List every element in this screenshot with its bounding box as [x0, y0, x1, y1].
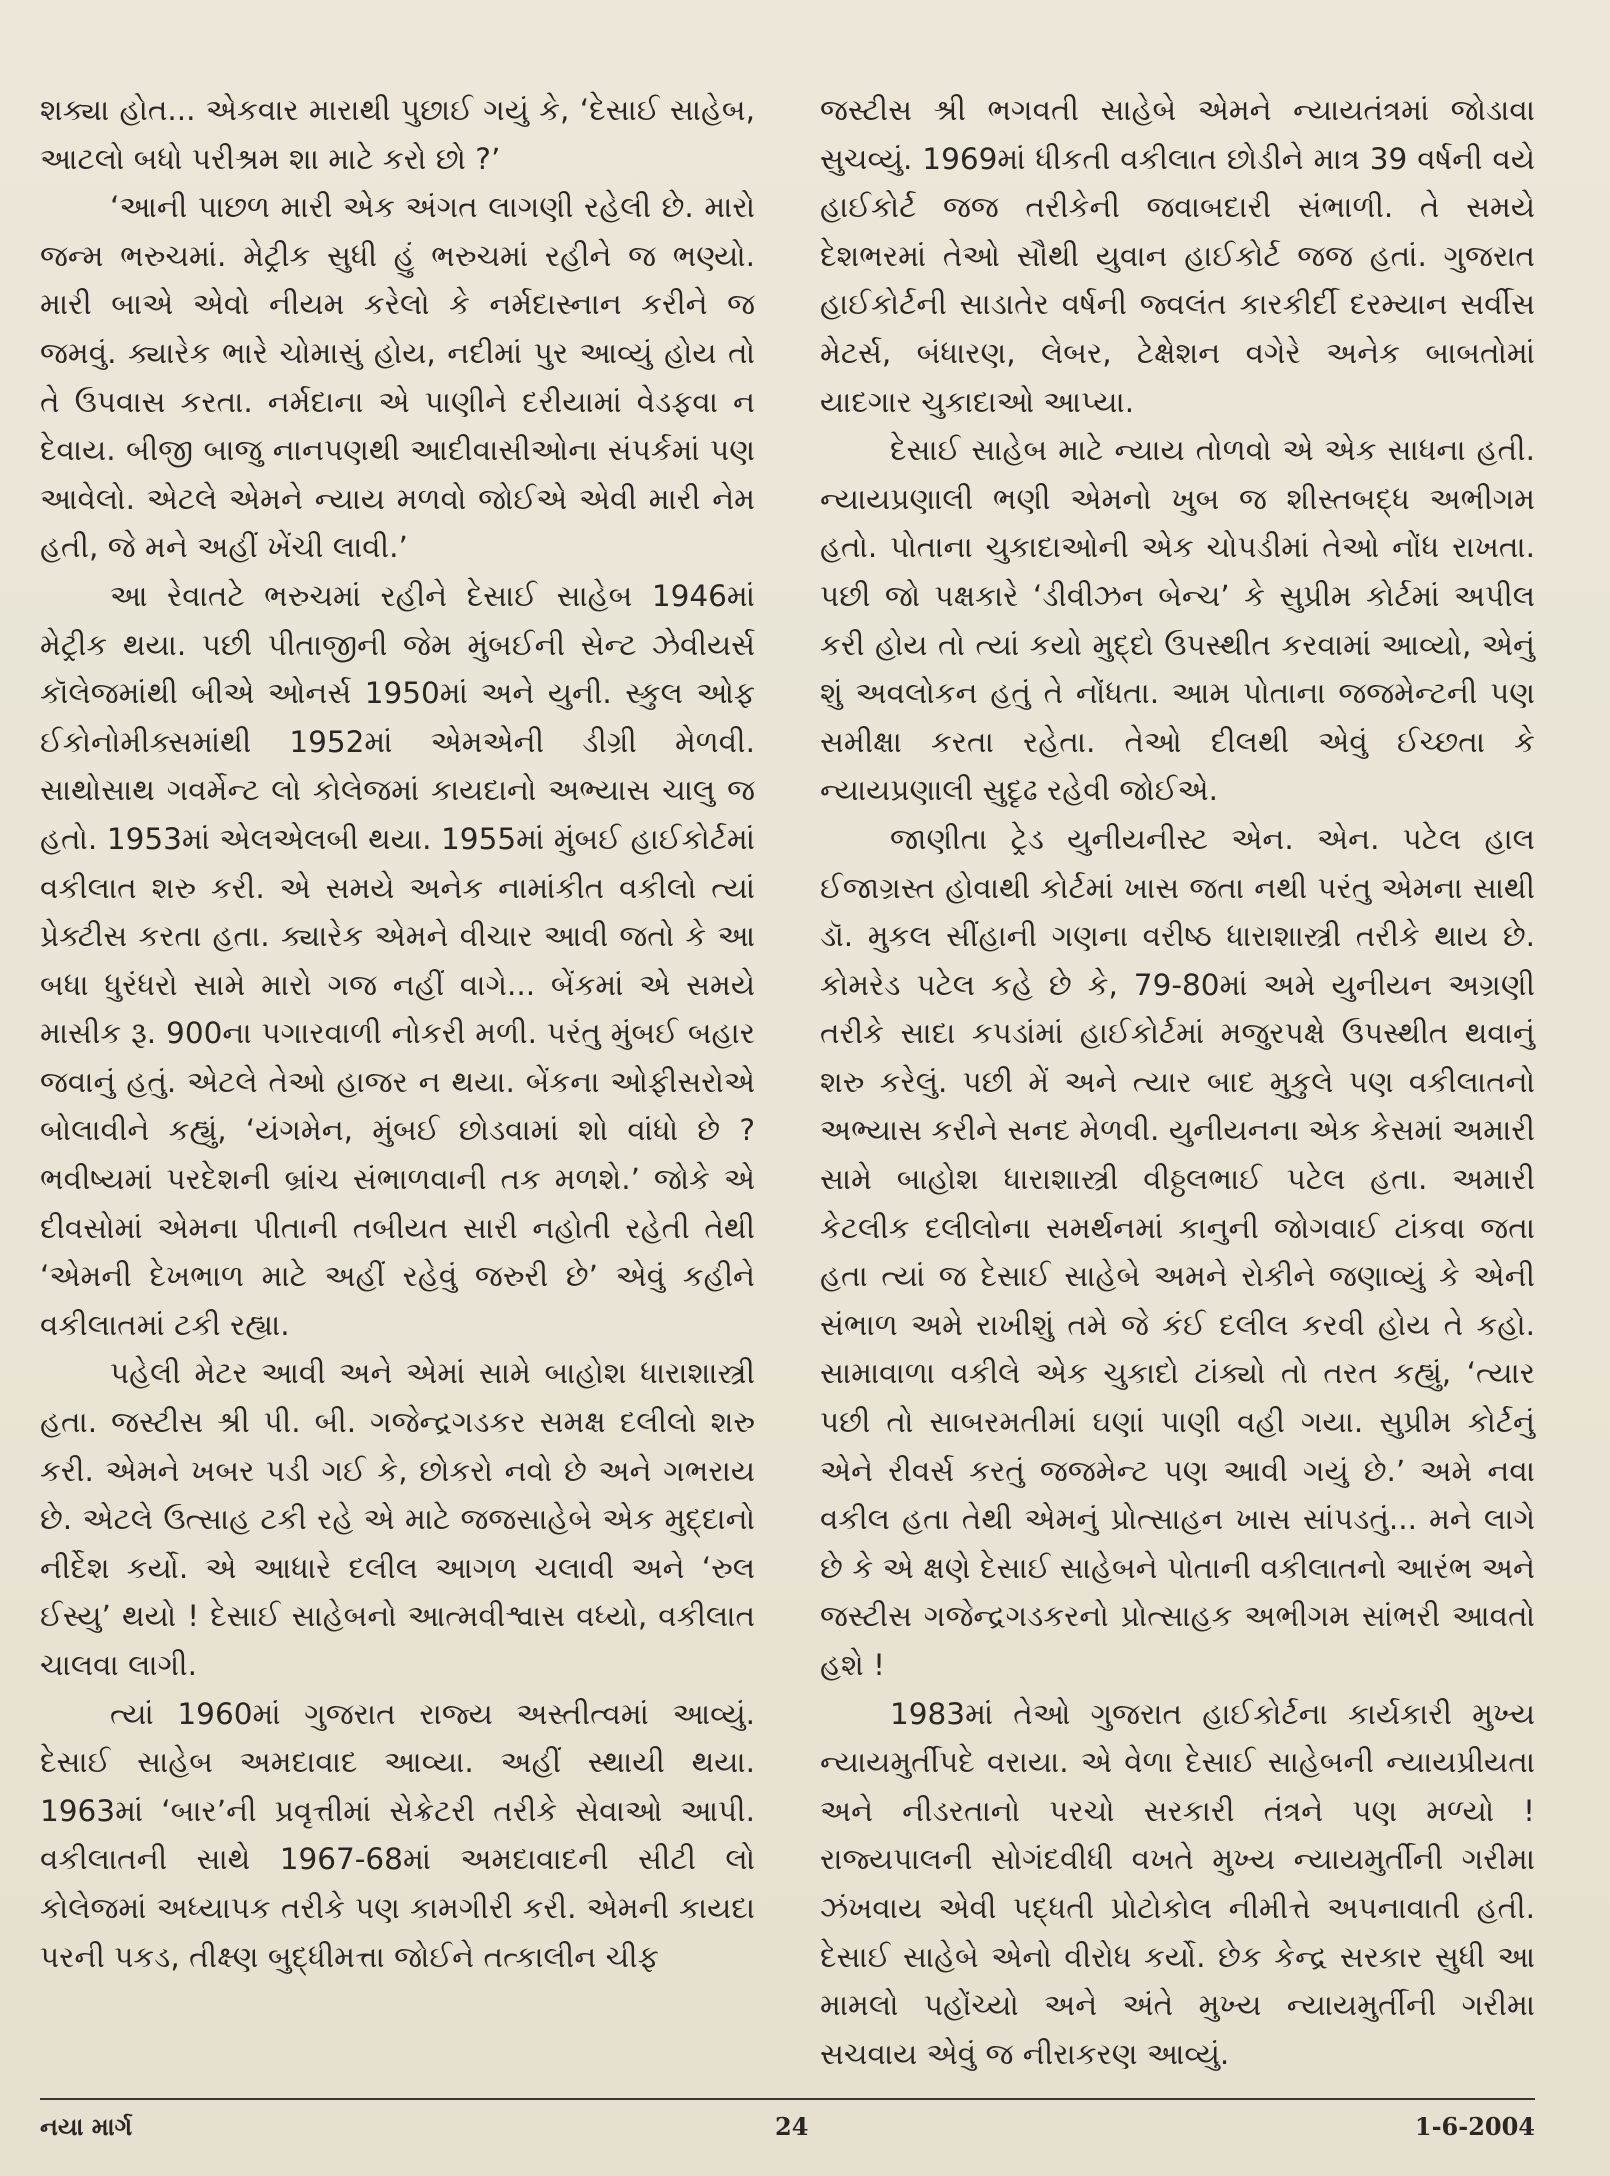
paragraph: ત્યાં 1960માં ગુજરાત રાજ્ય અસ્તીત્વમાં આવ્યું. દેસાઈ સાહેબ અમદાવાદ આવ્યા. અહીં સ્થાયી થયા. 1963માં ‘બાર’ની પ્રવૃત્તીમાં સેક્રેટરી તરીકે સેવાઓ આપી. વકીલાતની સાથે 1967-68માં અમદાવાદની સીટી લો કોલેજમાં અધ્યાપક તરીકે પણ કામગીરી કરી. એમની કાયદા પરની પકડ, તીક્ષ્ણ બુદ્ધીમત્તા જોઈને તત્કાલીન ચીફ: [40, 1696, 755, 1974]
paragraph: આ રેવાતટે ભરુચમાં રહીને દેસાઈ સાહેબ 1946માં મેટ્રીક થયા. પછી પીતાજીની જેમ મુંબઈની સેન્ટ ઝેવીયર્સ કૉલેજમાંથી બીએ ઓનર્સ 1950માં અને યુની. સ્કુલ ઓફ ઈકોનોમીક્સમાંથી 1952માં એમએની ડીગ્રી મેળવી. સાથોસાથ ગવર્મેન્ટ લો કોલેજમાં કાયદાનો અભ્યાસ ચાલુ જ હતો. 1953માં એલએલબી થયા. 1955માં મુંબઈ હાઈકોર્ટમાં વકીલાત શરુ કરી. એ સમયે અનેક નામાંકીત વકીલો ત્યાં પ્રેક્ટીસ કરતા હતા. ક્યારેક એમને વીચાર આવી જતો કે આ બધા ધુરંધરો સામે મારો ગજ નહીં વાગે... બેંકમાં એ સમયે માસીક રૂ. 900ના પગારવાળી નોકરી મળી. પરંતુ મુંબઈ બહાર જવાનું હતું. એટલે તેઓ હાજર ન થયા. બેંકના ઓફીસરોએ બોલાવીને કહ્યું, ‘યંગમેન, મુંબઈ છોડવામાં શો વાંધો છે ? ભવીષ્યમાં પરદેશની બ્રાંચ સંભાળવાની તક મળશે.’ જોકે એ દીવસોમાં એમના પીતાની તબીયત સારી નહોતી રહેતી તેથી ‘એમની દેખભાળ માટે અહીં રહેવું જરુરી છે’ એવું કહીને વકીલાતમાં ટકી રહ્યા.: [40, 578, 755, 1342]
paragraph: પહેલી મેટર આવી અને એમાં સામે બાહોશ ધારાશાસ્ત્રી હતા. જસ્ટીસ શ્રી પી. બી. ગજેન્દ્રગડકર સમક્ષ દલીલો શરુ કરી. એમને ખબર પડી ગઈ કે, છોકરો નવો છે અને ગભરાય છે. એટલે ઉત્સાહ ટકી રહે એ માટે જજસાહેબે એક મુદ્દાનો નીર્દેશ કર્યો. એ આધારે દલીલ આગળ ચલાવી અને ‘રુલ ઈસ્યુ’ થયો ! દેસાઈ સાહેબનો આત્મવીશ્વાસ વધ્યો, વકીલાત ચાલવા લાગી.: [40, 1356, 755, 1682]
issue-date: 1-6-2004: [1414, 2112, 1535, 2141]
paragraph: ‘આની પાછળ મારી એક અંગત લાગણી રહેલી છે. મારો જન્મ ભરુચમાં. મેટ્રીક સુધી હું ભરુચમાં રહીને જ ભણ્યો. મારી બાએ એવો નીયમ કરેલો કે નર્મદાસ્નાન કરીને જ જમવું. ક્યારેક ભારે ચોમાસું હોય, નદીમાં પુર આવ્યું હોય તો તે ઉપવાસ કરતા. નર્મદાના એ પાણીને દરીયામાં વેડફવા ન દેવાય. બીજી બાજુ નાનપણથી આદીવાસીઓના સંપર્કમાં પણ આવેલો. એટલે એમને ન્યાય મળવો જોઈએ એવી મારી નેમ હતી, જે મને અહીં ખેંચી લાવી.’: [40, 190, 755, 565]
paragraph: શક્યા હોત... એકવાર મારાથી પુછાઈ ગયું કે, ‘દેસાઈ સાહેબ, આટલો બધો પરીશ્રમ શા માટે કરો છો ?’: [40, 93, 755, 176]
publication-name: નયા માર્ગ: [40, 2112, 133, 2141]
paragraph: 1983માં તેઓ ગુજરાત હાઈકોર્ટના કાર્યકારી મુખ્ય ન્યાયમુર્તીપદે વરાયા. એ વેળા દેસાઈ સાહેબની ન્યાયપ્રીયતા અને નીડરતાનો પરચો સરકારી તંત્રને પણ મળ્યો ! રાજ્યપાલની સોગંદવીધી વખતે મુખ્ય ન્યાયમુર્તીની ગરીમા ઝંખવાય એવી પદ્ધતી પ્રોટોકોલ નીમીત્તે અપનાવાતી હતી. દેસાઈ સાહેબે એનો વીરોધ કર્યો. છેક કેન્દ્ર સરકાર સુધી આ મામલો પહોંચ્યો અને અંતે મુખ્ય ન્યાયમુર્તીની ગરીમા સચવાય એવું જ નીરાકરણ આવ્યું.: [820, 1696, 1535, 2071]
right-column: [820, 86, 1535, 2078]
left-column: [40, 86, 755, 1981]
page-footer: [40, 2098, 1535, 2150]
paragraph: જસ્ટીસ શ્રી ભગવતી સાહેબે એમને ન્યાયતંત્રમાં જોડાવા સુચવ્યું. 1969માં ધીકતી વકીલાત છોડીને માત્ર 39 વર્ષની વયે હાઈકોર્ટ જજ તરીકેની જવાબદારી સંભાળી. તે સમયે દેશભરમાં તેઓ સૌથી યુવાન હાઈકોર્ટ જજ હતાં. ગુજરાત હાઈકોર્ટની સાડાતેર વર્ષની જ્વલંત કારકીર્દી દરમ્યાન સર્વીસ મેટર્સ, બંધારણ, લેબર, ટેક્ષેશન વગેરે અનેક બાબતોમાં યાદગાર ચુકાદાઓ આપ્યા.: [820, 93, 1535, 419]
paragraph: જાણીતા ટ્રેડ યુનીયનીસ્ટ એન. એન. પટેલ હાલ ઈજાગ્રસ્ત હોવાથી કોર્ટમાં ખાસ જતા નથી પરંતુ એમના સાથી ડૉ. મુકલ સીંહાની ગણના વરીષ્ઠ ધારાશાસ્ત્રી તરીકે થાય છે. કોમરેડ પટેલ કહે છે કે, 79-80માં અમે યુનીયન અગ્રણી તરીકે સાદા કપડાંમાં હાઈકોર્ટમાં મજુરપક્ષે ઉપસ્થીત થવાનું શરુ કરેલું. પછી મેં અને ત્યાર બાદ મુકુલે પણ વકીલાતનો અભ્યાસ કરીને સનદ મેળવી. યુનીયનના એક કેસમાં અમારી સામે બાહોશ ધારાશાસ્ત્રી વીઠ્ઠલભાઈ પટેલ હતા. અમારી કેટલીક દલીલોના સમર્થનમાં કાનુની જોગવાઈ ટાંકવા જતા હતા ત્યાં જ દેસાઈ સાહેબે અમને રોકીને જણાવ્યું કે એની સંભાળ અમે રાખીશું તમે જે કંઈ દલીલ કરવી હોય તે કહો. સામાવાળા વકીલે એક ચુકાદો ટાંક્યો તો તરત કહ્યું, ‘ત્યાર પછી તો સાબરમતીમાં ઘણાં પાણી વહી ગયા. સુપ્રીમ કોર્ટનું એને રીવર્સ કરતું જજમેન્ટ પણ આવી ગયું છે.’ અમે નવા વકીલ હતા તેથી એમનું પ્રોત્સાહન ખાસ સાંપડતું... મને લાગે છે કે એ ક્ષણે દેસાઈ સાહેબને પોતાની વકીલાતનો આરંભ અને જસ્ટીસ ગજેન્દ્રગડકરનો પ્રોત્સાહક અભીગમ સાંભરી આવતો હશે !: [820, 821, 1535, 1682]
paragraph: દેસાઈ સાહેબ માટે ન્યાય તોળવો એ એક સાધના હતી. ન્યાયપ્રણાલી ભણી એમનો ખુબ જ શીસ્તબદ્ધ અભીગમ હતો. પોતાના ચુકાદાઓની એક ચોપડીમાં તેઓ નોંધ રાખતા. પછી જો પક્ષકારે ‘ડીવીઝન બેન્ચ’ કે સુપ્રીમ કોર્ટમાં અપીલ કરી હોય તો ત્યાં કયો મુદ્દો ઉપસ્થીત કરવામાં આવ્યો, એનું શું અવલોકન હતું તે નોંધતા. આમ પોતાના જજમેન્ટની પણ સમીક્ષા કરતા રહેતા. તેઓ દીલથી એવું ઈચ્છતા કે ન્યાયપ્રણાલી સુદૃઢ રહેવી જોઈએ.: [820, 433, 1535, 808]
page-number: 24: [775, 2112, 809, 2141]
